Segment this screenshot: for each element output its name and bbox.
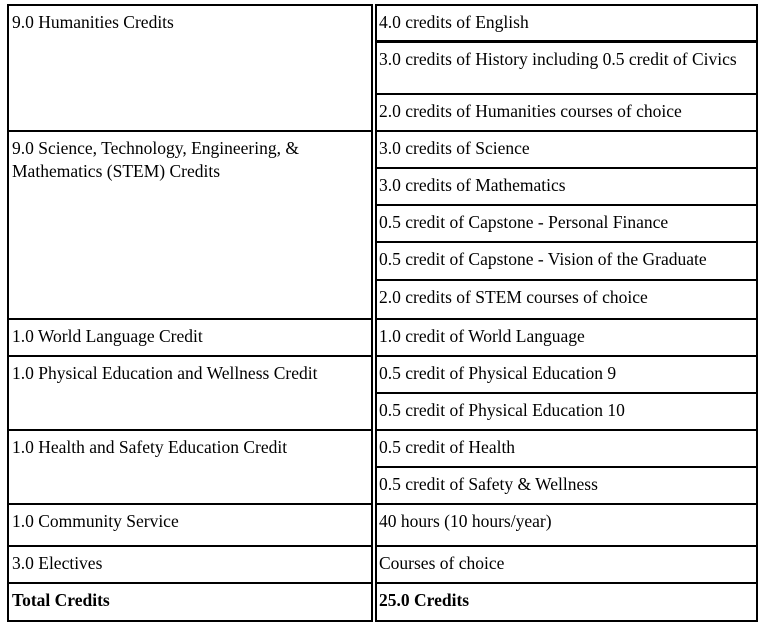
category-health-safety: 1.0 Health and Safety Education Credit <box>7 429 373 505</box>
category-world-language: 1.0 World Language Credit <box>7 318 373 357</box>
total-credits-value: 25.0 Credits <box>375 582 758 622</box>
item-history: 3.0 credits of History including 0.5 credit of Civics <box>375 41 758 95</box>
item-english: 4.0 credits of English <box>375 4 758 42</box>
item-stem-choice: 2.0 credits of STEM courses of choice <box>375 279 758 320</box>
item-capstone-vision: 0.5 credit of Capstone - Vision of the Graduate <box>375 241 758 281</box>
total-credits-label: Total Credits <box>7 582 373 622</box>
item-mathematics: 3.0 credits of Mathematics <box>375 167 758 206</box>
item-science: 3.0 credits of Science <box>375 130 758 169</box>
item-community-hours: 40 hours (10 hours/year) <box>375 503 758 547</box>
item-pe-9: 0.5 credit of Physical Education 9 <box>375 355 758 394</box>
item-world-language: 1.0 credit of World Language <box>375 318 758 357</box>
category-physical-education: 1.0 Physical Education and Wellness Credit <box>7 355 373 431</box>
item-humanities-choice: 2.0 credits of Humanities courses of choice <box>375 93 758 132</box>
category-stem: 9.0 Science, Technology, Engineering, & Mathematics (STEM) Credits <box>7 130 373 320</box>
graduation-requirements-table <box>7 4 758 622</box>
item-safety-wellness: 0.5 credit of Safety & Wellness <box>375 466 758 505</box>
item-courses-of-choice: Courses of choice <box>375 545 758 584</box>
item-capstone-personal-finance: 0.5 credit of Capstone - Personal Finance <box>375 204 758 243</box>
item-pe-10: 0.5 credit of Physical Education 10 <box>375 392 758 431</box>
category-community-service: 1.0 Community Service <box>7 503 373 547</box>
item-health: 0.5 credit of Health <box>375 429 758 468</box>
category-electives: 3.0 Electives <box>7 545 373 584</box>
category-humanities: 9.0 Humanities Credits <box>7 4 373 132</box>
